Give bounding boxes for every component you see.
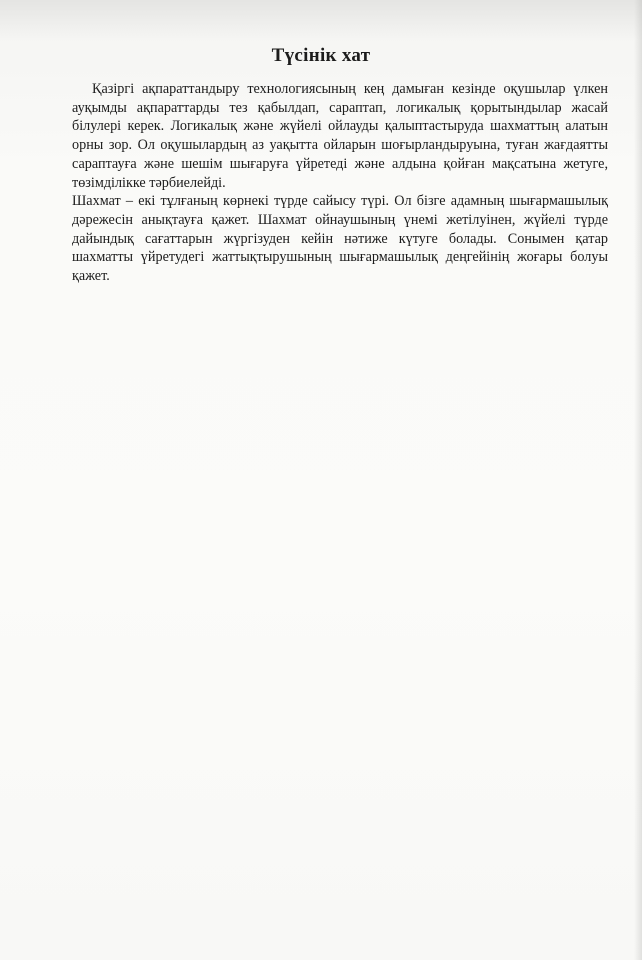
scan-shadow-top xyxy=(0,0,642,40)
paragraph-1-line-1: Қазіргі ақпараттандыру технологиясының кең дамыған кезінде оқушылар үлкен xyxy=(92,81,608,97)
scan-shadow-right xyxy=(634,0,642,960)
paragraph-1-line-5: сараптауға және шешім шығаруға үйретеді және алдына қойған мақсатына жетуге, xyxy=(72,155,608,172)
paragraph-2-line-2: дәрежесін анықтауға қажет. Шахмат ойнаушының үнемі жетілуінен, жүйелі түрде xyxy=(72,211,608,228)
paragraph-2-line-3: дайындық сағаттарын жүргізуден кейін нәтиже күтуге болады. Сонымен қатар xyxy=(72,230,608,247)
paragraph-2-line-5: қажет. xyxy=(72,268,110,285)
paragraph-2 xyxy=(72,192,608,286)
paragraph-1-line-6: төзімділікке тәрбиелейді. xyxy=(72,174,226,191)
paragraph-2-line-4: шахматты үйретудегі жаттықтырушының шығармашылық деңгейінің жоғары болуы xyxy=(72,249,608,266)
document-body xyxy=(72,80,608,286)
paragraph-1-line-2: ауқымды ақпараттарды тез қабылдап, сараптап, логикалық қорытындылар жасай xyxy=(72,99,608,116)
paragraph-2-line-1: Шахмат – екі тұлғаның көрнекі түрде сайысу түрі. Ол бізге адамның шығармашылық xyxy=(72,193,608,210)
paragraph-1-line-4: орны зор. Ол оқушылардың аз уақытта ойларын шоғырландыруына, туған жағдаятты xyxy=(72,137,608,154)
paragraph-1 xyxy=(72,80,608,192)
paragraph-1-line-3: білулері керек. Логикалық және жүйелі ойлауды қалыптастыруда шахматтың алатын xyxy=(72,118,608,135)
document-title: Түсінік хат xyxy=(271,45,371,66)
